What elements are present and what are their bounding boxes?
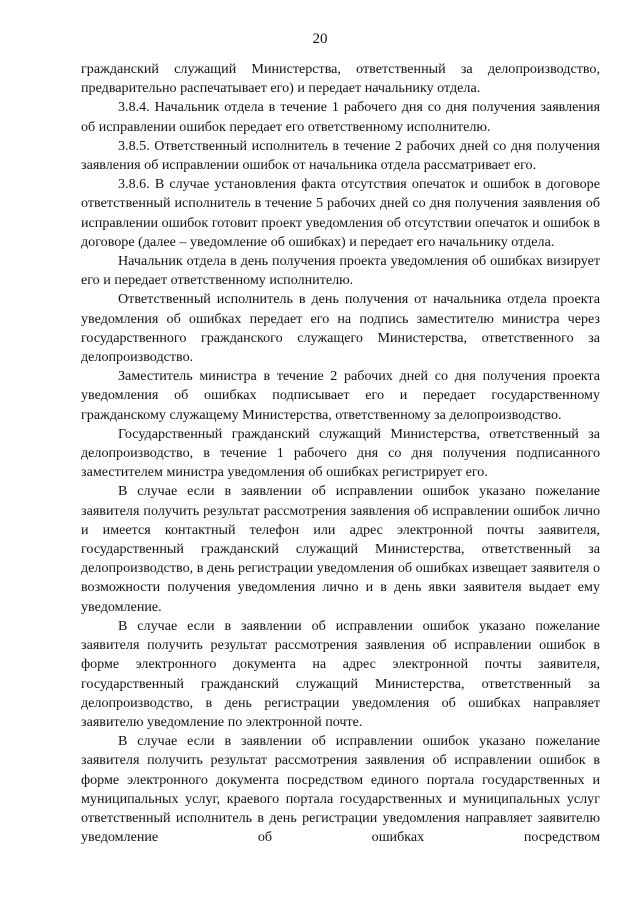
paragraph-continuation: гражданский служащий Министерства, ответственный за делопроизводство, предварительно распечатывает его) и передает начальнику отдела. [81, 61, 600, 97]
paragraph-personal-delivery: В случае если в заявлении об исправлении ошибок указано пожелание заявителя получить результат рассмотрения заявления об исправлении ошибок лично и имеется контактный телефон или адрес электронной почты заявителя, государственный гражданский служащий Министерства, ответственный за делопроизводство, в день регистрации уведомления об ошибках извещает заявителя о возможности получения уведомления лично и в день явки заявителя выдает ему уведомление. [81, 483, 600, 615]
paragraph-deputy-signs: Заместитель министра в течение 2 рабочих дней со дня получения проекта уведомления об ошибках подписывает его и передает государственному гражданскому служащему Министерства, ответственному за делопроизводство. [81, 368, 600, 423]
paragraph-portal-delivery: В случае если в заявлении об исправлении ошибок указано пожелание заявителя получить результат рассмотрения заявления об исправлении ошибок в форме электронного документа посредством единого портала государственных и муниципальных услуг, краевого портала государственных и муниципальных услуг ответственный исполнитель в день регистрации уведомления направляет заявителю уведомление об ошибках посредством [81, 733, 600, 846]
paragraph-3-8-4: 3.8.4. Начальник отдела в течение 1 рабочего дня со дня получения заявления об исправлении ошибок передает его ответственному исполнителю. [81, 99, 600, 135]
page-number: 20 [312, 31, 328, 47]
paragraph-email-delivery: В случае если в заявлении об исправлении ошибок указано пожелание заявителя получить результат рассмотрения заявления об исправлении ошибок в форме электронного документа на адрес электронной почты заявителя, государственный гражданский служащий Министерства, ответственный за делопроизводство, в день регистрации уведомления об ошибках направляет заявителю уведомление по электронной почте. [81, 617, 600, 730]
document-body [81, 60, 600, 847]
paragraph-department-head-approval: Начальник отдела в день получения проекта уведомления об ошибках визирует его и передает ответственному исполнителю. [81, 253, 600, 289]
paragraph-3-8-6: 3.8.6. В случае установления факта отсутствия опечаток и ошибок в договоре ответственный исполнитель в течение 5 рабочих дней со дня получения заявления об исправлении ошибок готовит проект уведомления об отсутствии опечаток и ошибок в договоре (далее – уведомление об ошибках) и передает его начальнику отдела. [81, 176, 600, 250]
paragraph-executor-to-deputy: Ответственный исполнитель в день получения от начальника отдела проекта уведомления об ошибках передает его на подпись заместителю министра через государственного гражданского служащего Министерства, ответственного за делопроизводство. [81, 291, 600, 366]
paragraph-registration: Государственный гражданский служащий Министерства, ответственный за делопроизводство, в течение 1 рабочего дня со дня получения подписанного заместителем министра уведомления об ошибках регистрирует его. [81, 425, 600, 481]
paragraph-3-8-5: 3.8.5. Ответственный исполнитель в течение 2 рабочих дней со дня получения заявления об исправлении ошибок от начальника отдела рассматривает его. [81, 137, 600, 174]
